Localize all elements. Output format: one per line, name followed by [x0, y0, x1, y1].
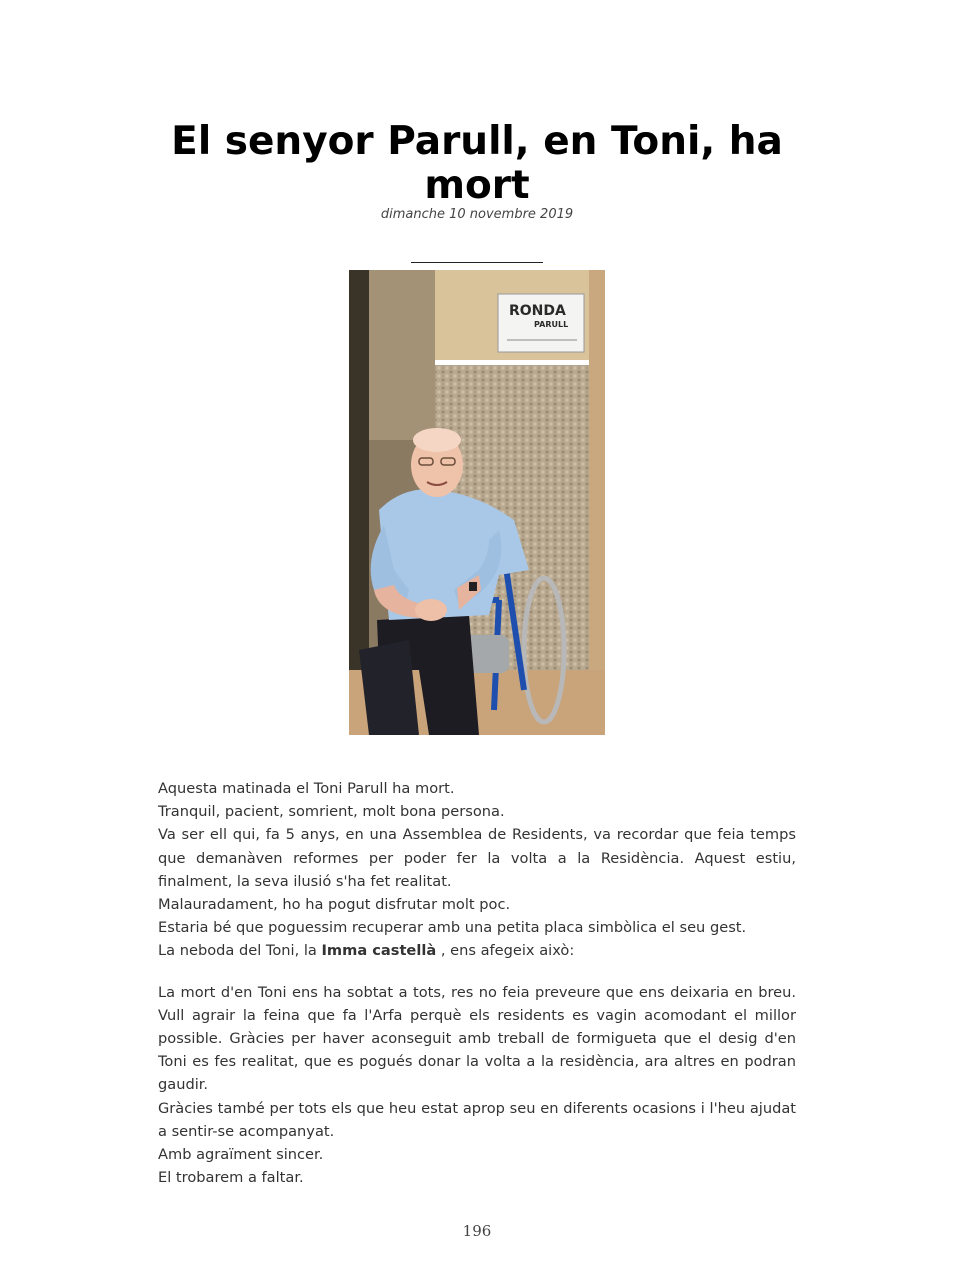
post-date: dimanche 10 novembre 2019	[380, 207, 574, 222]
page-title: El senyor Parull, en Toni, ha mort	[171, 119, 783, 208]
paragraph: Va ser ell qui, fa 5 anys, en una Assemblea de Residents, va recordar que feia temps que demanàven reformes per poder fer la volta a la Residència. Aquest estiu, finalment, la seva ilusió s'ha fet realitat.	[158, 826, 796, 890]
sign-line-1: RONDA	[509, 303, 566, 319]
paragraph: Aquesta matinada el Toni Parull ha mort.	[158, 780, 455, 797]
paragraph: Malauradament, ho ha pogut disfrutar molt poc.	[158, 896, 511, 914]
paragraph	[158, 939, 796, 962]
page-number: 196	[462, 1222, 492, 1240]
divider	[411, 262, 543, 263]
niece-name: Imma castellà	[321, 942, 437, 960]
paragraph: Amb agraïment sincer.	[158, 1146, 324, 1164]
paragraph: Tranquil, pacient, somrient, molt bona persona.	[158, 803, 505, 821]
paragraph: Gràcies també per tots els que heu estat aprop seu en diferents ocasions i l'heu ajudat a sentir-se acompanyat.	[158, 1099, 796, 1140]
photo-man-in-wheelchair	[349, 270, 605, 735]
text-span: , ens afegeix això:	[436, 942, 575, 960]
article-body	[158, 777, 796, 1189]
paragraph: El trobarem a faltar.	[158, 1169, 304, 1187]
text-span: La neboda del Toni, la	[158, 942, 322, 960]
sign-line-2: PARULL	[534, 320, 569, 329]
paragraph: Estaria bé que poguessim recuperar amb una petita placa simbòlica el seu gest.	[158, 919, 747, 937]
paragraph: La mort d'en Toni ens ha sobtat a tots, res no feia preveure que ens deixaria en breu. Vull agrair la feina que fa l'Arfa perquè els residents es vagin acomodant el millor possible. Gràcies per haver aconseguit amb treball de formigueta que el desig d'en Toni es fes realitat, que es pogués donar la volta a la residència, ara altres en podran gaudir.	[158, 983, 796, 1094]
